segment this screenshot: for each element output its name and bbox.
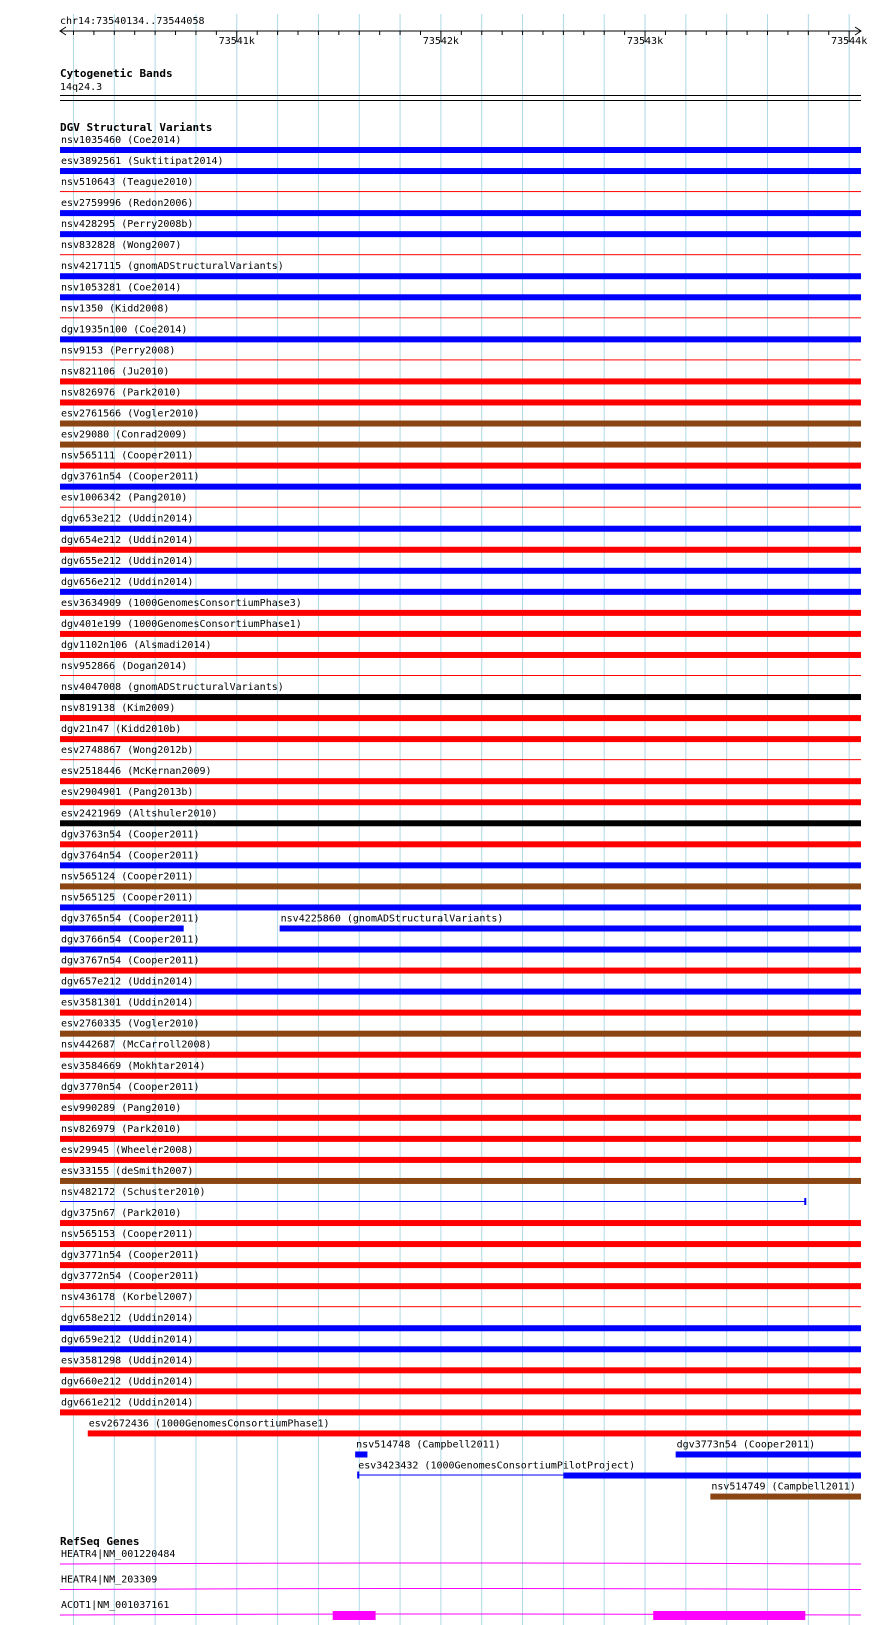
variant-label: dgv375n67 (Park2010) xyxy=(61,1208,182,1220)
variant-bar xyxy=(60,736,861,742)
variant-label: dgv3763n54 (Cooper2011) xyxy=(61,829,200,841)
variant-label: esv29945 (Wheeler2008) xyxy=(61,1144,194,1156)
variant-bar xyxy=(563,1473,861,1479)
variant-bar xyxy=(60,568,861,574)
refseq-track-title: RefSeq Genes xyxy=(60,1535,140,1548)
variant-label: dgv3766n54 (Cooper2011) xyxy=(61,934,200,946)
variant-label: nsv482172 (Schuster2010) xyxy=(61,1187,206,1198)
variant-bar xyxy=(60,273,861,279)
variant-label: nsv826979 (Park2010) xyxy=(61,1123,182,1135)
variant-label: nsv428295 (Perry2008b) xyxy=(61,219,194,231)
variant-label: dgv1935n100 (Coe2014) xyxy=(61,324,188,336)
variant-label: dgv656e212 (Uddin2014) xyxy=(61,576,194,588)
variant-bar xyxy=(60,1306,861,1307)
variant-label: nsv1035460 (Coe2014) xyxy=(61,135,182,146)
variant-bar xyxy=(60,254,861,255)
variant-bar xyxy=(60,191,861,192)
variant-label: nsv565125 (Cooper2011) xyxy=(61,892,194,904)
variant-label: nsv565111 (Cooper2011) xyxy=(61,450,194,462)
variant-bar xyxy=(60,421,861,427)
variant-bar xyxy=(60,1220,861,1226)
ruler-tick-label: 73541k xyxy=(218,36,255,47)
variant-bar xyxy=(60,336,861,342)
variant-bar xyxy=(60,210,861,216)
variant-bar xyxy=(60,715,861,721)
variant-bar xyxy=(60,589,861,595)
variant-label: dgv3764n54 (Cooper2011) xyxy=(61,850,200,862)
variant-bar xyxy=(60,359,861,360)
variant-label: esv2904901 (Pang2013b) xyxy=(61,787,194,799)
variant-label: dgv21n47 (Kidd2010b) xyxy=(61,724,182,736)
variant-label: dgv401e199 (1000GenomesConsortiumPhase1) xyxy=(61,618,302,630)
variant-label: dgv657e212 (Uddin2014) xyxy=(61,976,194,988)
variant-bar xyxy=(60,1157,861,1163)
cyto-band-label: 14q24.3 xyxy=(60,82,103,93)
variant-bar xyxy=(60,1052,861,1058)
variant-label: esv29080 (Conrad2009) xyxy=(61,429,188,441)
cyto-track-title: Cytogenetic Bands xyxy=(60,67,173,80)
variant-label: dgv3761n54 (Cooper2011) xyxy=(61,471,200,483)
variant-bar xyxy=(60,694,861,700)
variant-label: nsv514749 (Campbell2011) xyxy=(711,1481,856,1493)
variant-label: dgv655e212 (Uddin2014) xyxy=(61,555,194,567)
variant-bar xyxy=(60,610,861,616)
variant-label: dgv3765n54 (Cooper2011) xyxy=(61,913,200,925)
variant-end-cap xyxy=(804,1198,806,1205)
variant-bar xyxy=(60,778,861,784)
refseq-features xyxy=(60,1549,861,1620)
variant-label: nsv1350 (Kidd2008) xyxy=(61,303,170,315)
variant-label: nsv565153 (Cooper2011) xyxy=(61,1229,194,1241)
gene-label: ACOT1|NM_001037161 xyxy=(61,1600,170,1611)
variant-bar xyxy=(60,1115,861,1121)
variant-label: nsv1053281 (Coe2014) xyxy=(61,282,182,294)
variant-bar xyxy=(60,1283,861,1289)
variant-label: dgv3771n54 (Cooper2011) xyxy=(61,1250,200,1262)
variant-label: nsv442687 (McCarroll2008) xyxy=(61,1039,212,1051)
variant-label: dgv1102n106 (Alsmadi2014) xyxy=(61,639,212,651)
refseq-track xyxy=(60,1535,861,1620)
variant-bar xyxy=(60,1346,861,1352)
variant-bar xyxy=(60,231,861,237)
variant-bar xyxy=(60,484,861,490)
variant-bar xyxy=(60,904,861,910)
variant-label: esv3634909 (1000GenomesConsortiumPhase3) xyxy=(61,597,302,609)
ruler-tick-label: 73544k xyxy=(831,36,868,47)
variant-bar xyxy=(355,1451,367,1457)
variant-label: dgv3770n54 (Cooper2011) xyxy=(61,1081,200,1093)
variant-label: esv990289 (Pang2010) xyxy=(61,1102,182,1114)
variant-label: nsv510643 (Teague2010) xyxy=(61,177,194,189)
variant-label: nsv826976 (Park2010) xyxy=(61,387,182,399)
variant-bar xyxy=(60,675,861,676)
variant-bar xyxy=(60,968,861,974)
variant-bar xyxy=(60,883,861,889)
variant-label: dgv3772n54 (Cooper2011) xyxy=(61,1271,200,1283)
gene-exon xyxy=(333,1611,376,1620)
variant-bar xyxy=(60,507,861,508)
variant-bar xyxy=(60,1262,861,1268)
variant-label: esv33155 (deSmith2007) xyxy=(61,1165,194,1177)
variant-label: nsv832828 (Wong2007) xyxy=(61,240,182,252)
variant-bar xyxy=(60,547,861,553)
variant-bar xyxy=(60,1388,861,1394)
variant-label: esv2672436 (1000GenomesConsortiumPhase1) xyxy=(88,1418,330,1430)
variant-bar xyxy=(60,1241,861,1247)
variant-bar xyxy=(60,989,861,995)
variant-label: nsv565124 (Cooper2011) xyxy=(61,871,194,883)
variant-label: nsv9153 (Perry2008) xyxy=(61,345,176,357)
variant-bar xyxy=(60,1031,861,1037)
gene-exon xyxy=(653,1611,805,1620)
variant-label: nsv821106 (Ju2010) xyxy=(61,366,170,378)
variant-bar xyxy=(60,526,861,532)
variant-bar xyxy=(60,1073,861,1079)
dgv-track-title: DGV Structural Variants xyxy=(60,121,213,134)
variant-bar xyxy=(60,147,861,153)
variant-label: esv3584669 (Mokhtar2014) xyxy=(61,1060,206,1072)
variant-bar xyxy=(280,925,861,931)
variant-bar xyxy=(60,862,861,868)
variant-bar xyxy=(60,799,861,805)
variant-label: dgv659e212 (Uddin2014) xyxy=(61,1334,194,1346)
variant-label: dgv660e212 (Uddin2014) xyxy=(61,1376,194,1388)
cytogenetic-bands-track xyxy=(60,67,861,101)
variant-label: dgv661e212 (Uddin2014) xyxy=(61,1397,194,1409)
variant-bar xyxy=(60,1136,861,1142)
variant-label: esv3581298 (Uddin2014) xyxy=(61,1355,194,1367)
gene-label: HEATR4|NM_203309 xyxy=(61,1574,158,1586)
variant-bar xyxy=(357,1475,563,1476)
gene-label: HEATR4|NM_001220484 xyxy=(61,1549,176,1560)
variant-label: esv2518446 (McKernan2009) xyxy=(61,766,212,778)
variant-bar xyxy=(60,294,861,300)
variant-bar xyxy=(60,1325,861,1331)
variant-bar xyxy=(60,759,861,760)
variant-bar xyxy=(60,631,861,637)
ruler xyxy=(60,16,867,47)
variant-bar xyxy=(60,925,184,931)
variant-bar xyxy=(60,820,861,826)
variant-label: nsv4047008 (gnomADStructuralVariants) xyxy=(61,682,284,694)
variant-label: esv1006342 (Pang2010) xyxy=(61,492,188,504)
variant-bar xyxy=(60,1409,861,1415)
variant-label: dgv3767n54 (Cooper2011) xyxy=(61,955,200,967)
variant-label: nsv514748 (Campbell2011) xyxy=(356,1439,501,1451)
variant-label: esv3581301 (Uddin2014) xyxy=(61,997,194,1009)
variant-label: esv2421969 (Altshuler2010) xyxy=(61,808,218,820)
variant-label: nsv4225860 (gnomADStructuralVariants) xyxy=(280,913,504,925)
variant-label: nsv436178 (Korbel2007) xyxy=(61,1292,194,1304)
cyto-band-line-top xyxy=(60,95,861,96)
variant-label: dgv654e212 (Uddin2014) xyxy=(61,534,194,546)
variant-bar xyxy=(60,463,861,469)
variant-bar xyxy=(60,378,861,384)
ruler-ticks xyxy=(60,27,867,47)
variant-bar xyxy=(676,1451,861,1457)
variant-bar xyxy=(60,1178,861,1184)
ruler-tick-label: 73542k xyxy=(422,36,459,47)
variant-bar xyxy=(60,1010,861,1016)
variant-label: esv2759996 (Redon2006) xyxy=(61,198,194,210)
variant-bar xyxy=(60,652,861,658)
variant-end-cap xyxy=(357,1472,359,1479)
dgv-track xyxy=(60,121,861,1500)
variant-bar xyxy=(60,442,861,448)
variant-label: nsv4217115 (gnomADStructuralVariants) xyxy=(61,261,284,273)
variant-label: dgv653e212 (Uddin2014) xyxy=(61,513,194,525)
variant-label: nsv952866 (Dogan2014) xyxy=(61,661,188,672)
variant-bar xyxy=(60,1201,805,1202)
variant-bar xyxy=(710,1494,861,1500)
variant-bar xyxy=(60,841,861,847)
variant-label: esv2748867 (Wong2012b) xyxy=(61,745,194,757)
variant-label: esv3892561 (Suktitipat2014) xyxy=(61,156,224,168)
variant-label: dgv658e212 (Uddin2014) xyxy=(61,1313,194,1325)
variant-bar xyxy=(60,1094,861,1100)
variant-bar xyxy=(60,317,861,318)
gene-intron-line xyxy=(60,1563,861,1564)
gene-intron-line xyxy=(60,1589,861,1590)
location-label: chr14:73540134..73544058 xyxy=(60,16,205,27)
variant-bar xyxy=(88,1430,861,1436)
dgv-features xyxy=(60,135,861,1500)
variant-bar xyxy=(60,947,861,953)
variant-bar xyxy=(60,168,861,174)
variant-label: esv3423432 (1000GenomesConsortiumPilotProject) xyxy=(358,1460,636,1472)
variant-label: esv2760335 (Vogler2010) xyxy=(61,1018,200,1030)
variant-bar xyxy=(60,399,861,405)
cyto-band-line-bottom xyxy=(60,100,861,101)
variant-label: esv2761566 (Vogler2010) xyxy=(61,408,200,420)
variant-label: nsv819138 (Kim2009) xyxy=(61,703,176,715)
variant-bar xyxy=(60,1367,861,1373)
ruler-tick-label: 73543k xyxy=(626,36,664,47)
variant-label: dgv3773n54 (Cooper2011) xyxy=(676,1439,816,1451)
